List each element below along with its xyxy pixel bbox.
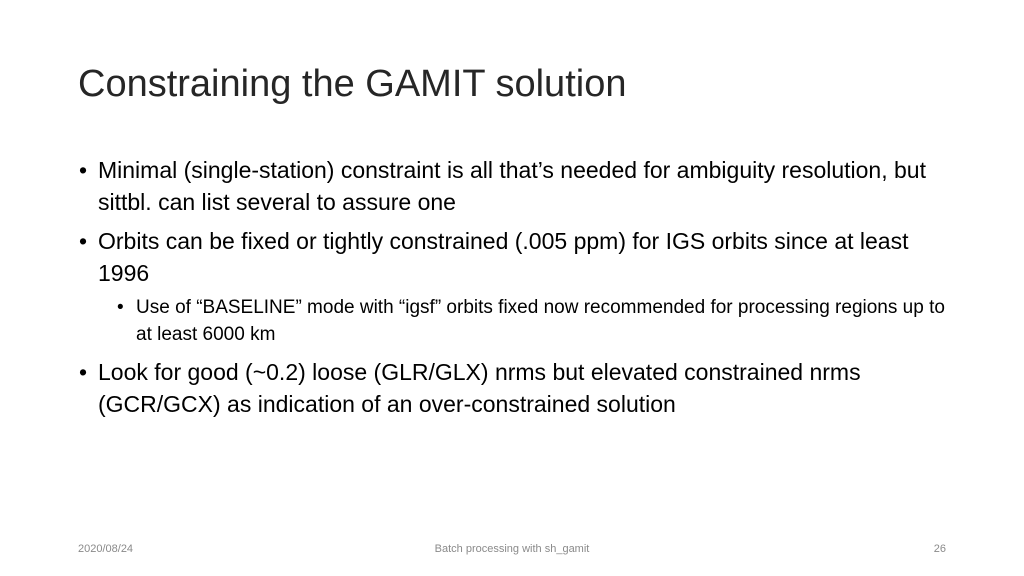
slide-title: Constraining the GAMIT solution (78, 63, 627, 105)
page-number: 26 (933, 543, 946, 555)
bullet-item: • Minimal (single-station) constraint is all that’s needed for ambiguity resolution, but sittbl. can list several to assure one (78, 154, 958, 218)
bullet-item: • Look for good (~0.2) loose (GLR/GLX) nrms but elevated constrained nrms (GCR/GCX) as indication of an over-constrained solution (78, 356, 958, 420)
sub-bullet-item: • Use of “BASELINE” mode with “igsf” orbits fixed now recommended for processing regions up to at least 6000 km (116, 294, 958, 348)
bullet-item: • Orbits can be fixed or tightly constrained (.005 ppm) for IGS orbits since at least 1996 (78, 225, 958, 289)
footer-date: 2020/08/24 (78, 543, 134, 555)
slide-body (78, 154, 958, 427)
footer-title: Batch processing with sh_gamit (434, 543, 590, 555)
